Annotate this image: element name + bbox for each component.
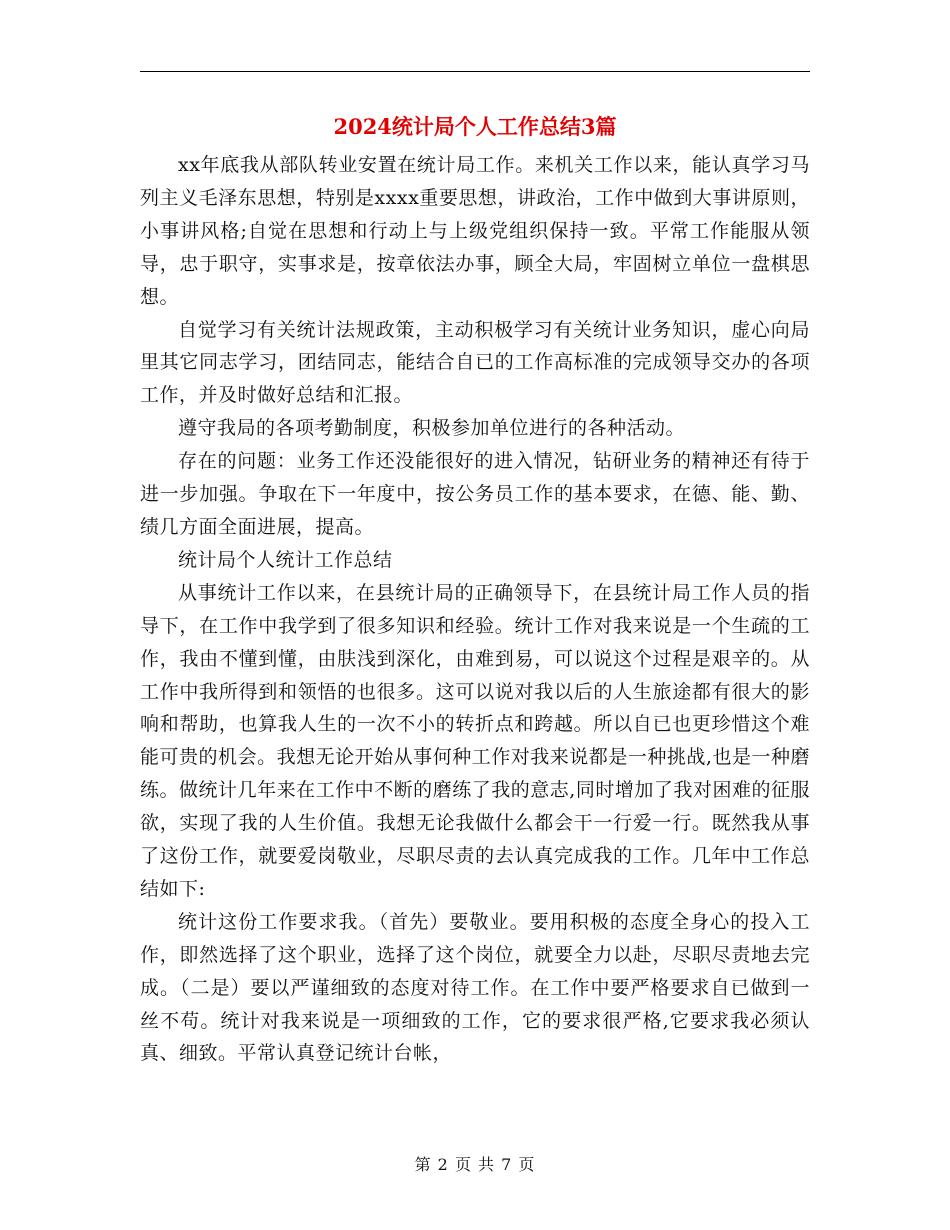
paragraph-4: 存在的问题：业务工作还没能很好的进入情况，钻研业务的精神还有待于进一步加强。争取在下一年度中，按公务员工作的基本要求，在德、能、勤、绩几方面全面进展，提高。 xyxy=(140,450,810,538)
paragraph-3: 遵守我局的各项考勤制度，积极参加单位进行的各种活动。 xyxy=(178,417,686,440)
header-rule xyxy=(140,71,810,72)
footer-suffix: 页 xyxy=(518,1155,536,1174)
total-page-count: 7 xyxy=(501,1155,513,1174)
section-heading: 统计局个人统计工作总结 xyxy=(178,548,393,571)
footer-prefix: 第 xyxy=(414,1155,432,1174)
footer-middle: 页 共 xyxy=(454,1155,496,1174)
paragraph-1: xx年底我从部队转业安置在统计局工作。来机关工作以来，能认真学习马列主义毛泽东思想，特别是xxxx重要思想，讲政治，工作中做到大事讲原则，小事讲风格;自觉在思想和行动上与上级党组织保持一致。平常工作能服从领导，忠于职守，实事求是，按章依法办事，顾全大局，牢固树立单位一盘棋思想。 xyxy=(140,154,810,308)
page-footer xyxy=(0,1154,950,1176)
document-title: 2024统计局个人工作总结3篇 xyxy=(333,114,617,139)
document-body xyxy=(140,149,810,1070)
paragraph-5: 从事统计工作以来，在县统计局的正确领导下，在县统计局工作人员的指导下，在工作中我学到了很多知识和经验。统计工作对我来说是一个生疏的工作，我由不懂到懂，由肤浅到深化，由难到易，可以说这个过程是艰辛的。从工作中我所得到和领悟的也很多。这可以说对我以后的人生旅途都有很大的影响和帮助，也算我人生的一次不小的转折点和跨越。所以自已也更珍惜这个难能可贵的机会。我想无论开始从事何种工作对我来说都是一种挑战,也是一种磨练。做统计几年来在工作中不断的磨练了我的意志,同时增加了我对困难的征服欲，实现了我的人生价值。我想无论我做什么都会干一行爱一行。既然我从事了这份工作，就要爱岗敬业，尽职尽责的去认真完成我的工作。几年中工作总结如下: xyxy=(140,581,810,900)
current-page-number: 2 xyxy=(437,1155,449,1174)
paragraph-2: 自觉学习有关统计法规政策，主动积极学习有关统计业务知识，虚心向局里其它同志学习，团结同志，能结合自已的工作高标准的完成领导交办的各项工作，并及时做好总结和汇报。 xyxy=(140,318,810,407)
paragraph-6: 统计这份工作要求我。（首先）要敬业。要用积极的态度全身心的投入工作，即然选择了这个职业，选择了这个岗位，就要全力以赴，尽职尽责地去完成。（二是）要以严谨细致的态度对待工作。在工作中要严格要求自已做到一丝不苟。统计对我来说是一项细致的工作，它的要求很严格,它要求我必须认真、细致。平常认真登记统计台帐， xyxy=(140,910,810,1065)
